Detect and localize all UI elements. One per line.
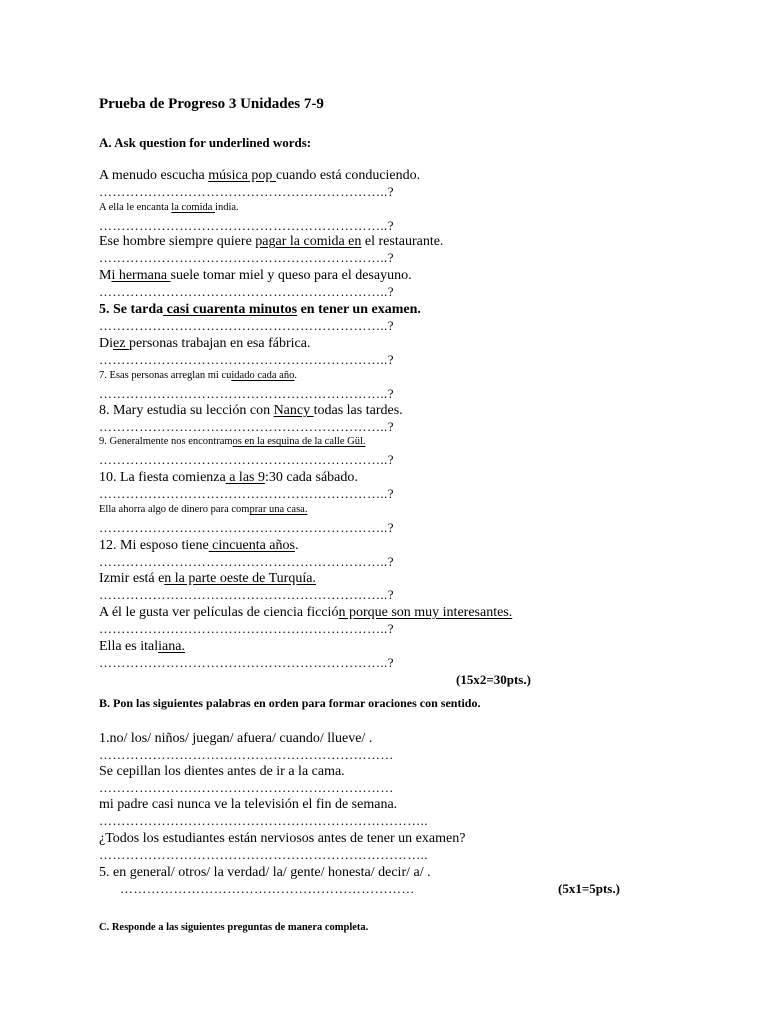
section-b-points: (5x1=5pts.)	[558, 881, 620, 896]
reorder-sentence: ¿Todos los estudiantes están nerviosos antes de tener un examen?	[99, 831, 466, 846]
answer-line[interactable]: ………………………………………………………………..	[99, 813, 428, 828]
answer-line[interactable]: ………………………………………………………..?	[99, 184, 394, 199]
question-sentence	[99, 471, 358, 485]
underlined-words: n porque son muy interesantes.	[338, 605, 513, 620]
answer-line[interactable]: …………………………………………………………	[99, 747, 394, 762]
answer-line[interactable]: ………………………………………………………..?	[99, 655, 394, 670]
answer-line[interactable]: …………………………………………………………	[99, 780, 394, 795]
answer-line[interactable]: ………………………………………………………..?	[99, 386, 394, 401]
answer-line[interactable]: ………………………………………………………..?	[99, 284, 394, 299]
answer-line[interactable]: ………………………………………………………………..	[99, 847, 428, 862]
question-sentence	[99, 269, 412, 283]
question-sentence	[99, 572, 316, 586]
underlined-words: n la parte oeste de Turquía.	[164, 571, 316, 586]
answer-line[interactable]: ………………………………………………………..?	[99, 218, 394, 233]
reorder-sentence: Se cepillan los dientes antes de ir a la cama.	[99, 764, 345, 779]
answer-line[interactable]: ………………………………………………………..?	[99, 621, 394, 636]
sentence-text: 5. Se tarda	[99, 302, 164, 317]
reorder-sentence: 1.no/ los/ niños/ juegan/ afuera/ cuando/ llueve/ .	[99, 731, 373, 746]
question-sentence	[99, 437, 366, 448]
question-sentence	[99, 640, 185, 654]
answer-line[interactable]: ………………………………………………………..?	[99, 520, 394, 535]
question-sentence	[99, 169, 420, 183]
underlined-words: i hermana	[111, 268, 171, 283]
underlined-words: ez	[113, 336, 129, 351]
sentence-text: M	[99, 268, 112, 283]
sentence-text: india.	[215, 202, 239, 213]
underlined-words: la comida	[171, 202, 216, 213]
answer-line[interactable]: ………………………………………………………..?	[99, 352, 394, 367]
question-sentence	[99, 404, 403, 418]
exam-title: Prueba de Progreso 3 Unidades 7-9	[99, 96, 324, 112]
section-a-points: (15x2=30pts.)	[456, 672, 531, 687]
underlined-words: os en la esquina de la calle Gül.	[232, 436, 366, 447]
answer-line[interactable]: …………………………………………………………	[120, 881, 415, 896]
reorder-sentence: mi padre casi nunca ve la televisión el fin de semana.	[99, 797, 398, 812]
underlined-words: pagar la comida en	[255, 234, 362, 249]
answer-line[interactable]: ………………………………………………………..?	[99, 250, 394, 265]
underlined-words: música pop	[208, 168, 276, 183]
sentence-text: en tener un examen.	[297, 302, 421, 317]
sentence-text: Izmir está e	[99, 571, 165, 586]
question-sentence	[99, 371, 297, 382]
sentence-text: 7. Esas personas arreglan mi cu	[99, 370, 232, 381]
answer-line[interactable]: ………………………………………………………..?	[99, 452, 394, 467]
answer-line[interactable]: ………………………………………………………..?	[99, 419, 394, 434]
underlined-words: prar una casa.	[249, 504, 308, 515]
sentence-text: suele tomar miel y queso para el desayuno.	[170, 268, 412, 283]
section-c-heading: C. Responde a las siguientes preguntas de manera completa.	[99, 922, 369, 933]
question-sentence	[99, 303, 421, 317]
sentence-text: 9. Generalmente nos encontram	[99, 436, 233, 447]
underlined-words: idado cada año	[231, 370, 295, 381]
underlined-words: Nancy	[273, 403, 314, 418]
underlined-words: cincuenta años	[208, 538, 295, 553]
underlined-words: casi cuarenta minutos	[163, 302, 298, 317]
sentence-text: .	[294, 538, 299, 553]
sentence-text: A él le gusta ver películas de ciencia ficció	[99, 605, 339, 620]
question-sentence	[99, 235, 443, 249]
answer-line[interactable]: ………………………………………………………..?	[99, 486, 394, 501]
underlined-words: a las 9	[225, 470, 265, 485]
underlined-words: iana.	[158, 639, 185, 654]
question-sentence	[99, 203, 239, 214]
sentence-text: Ese hombre siempre quiere	[99, 234, 256, 249]
sentence-text: Ella ahorra algo de dinero para com	[99, 504, 250, 515]
question-sentence	[99, 539, 298, 553]
question-sentence	[99, 337, 310, 351]
sentence-text: 10. La fiesta comienza	[99, 470, 226, 485]
sentence-text: A ella le encanta	[99, 202, 172, 213]
sentence-text: Ella es ital	[99, 639, 159, 654]
sentence-text: 8. Mary estudia su lección con	[99, 403, 274, 418]
answer-line[interactable]: ………………………………………………………..?	[99, 554, 394, 569]
sentence-text: el restaurante.	[361, 234, 444, 249]
sentence-text: personas trabajan en esa fábrica.	[128, 336, 311, 351]
sentence-text: todas las tardes.	[313, 403, 403, 418]
sentence-text: cuando está conduciendo.	[275, 168, 421, 183]
sentence-text: .	[294, 370, 297, 381]
sentence-text: Di	[99, 336, 113, 351]
sentence-text: :30 cada sábado.	[264, 470, 358, 485]
reorder-sentence: 5. en general/ otros/ la verdad/ la/ gente/ honesta/ decir/ a/ .	[99, 865, 431, 880]
section-b-heading: B. Pon las siguientes palabras en orden para formar oraciones con sentido.	[99, 696, 481, 710]
answer-line[interactable]: ………………………………………………………..?	[99, 587, 394, 602]
section-a-heading: A. Ask question for underlined words:	[99, 135, 312, 150]
sentence-text: 12. Mi esposo tiene	[99, 538, 209, 553]
question-sentence	[99, 505, 307, 516]
question-sentence	[99, 606, 512, 620]
sentence-text: A menudo escucha	[99, 168, 209, 183]
answer-line[interactable]: ………………………………………………………..?	[99, 318, 394, 333]
